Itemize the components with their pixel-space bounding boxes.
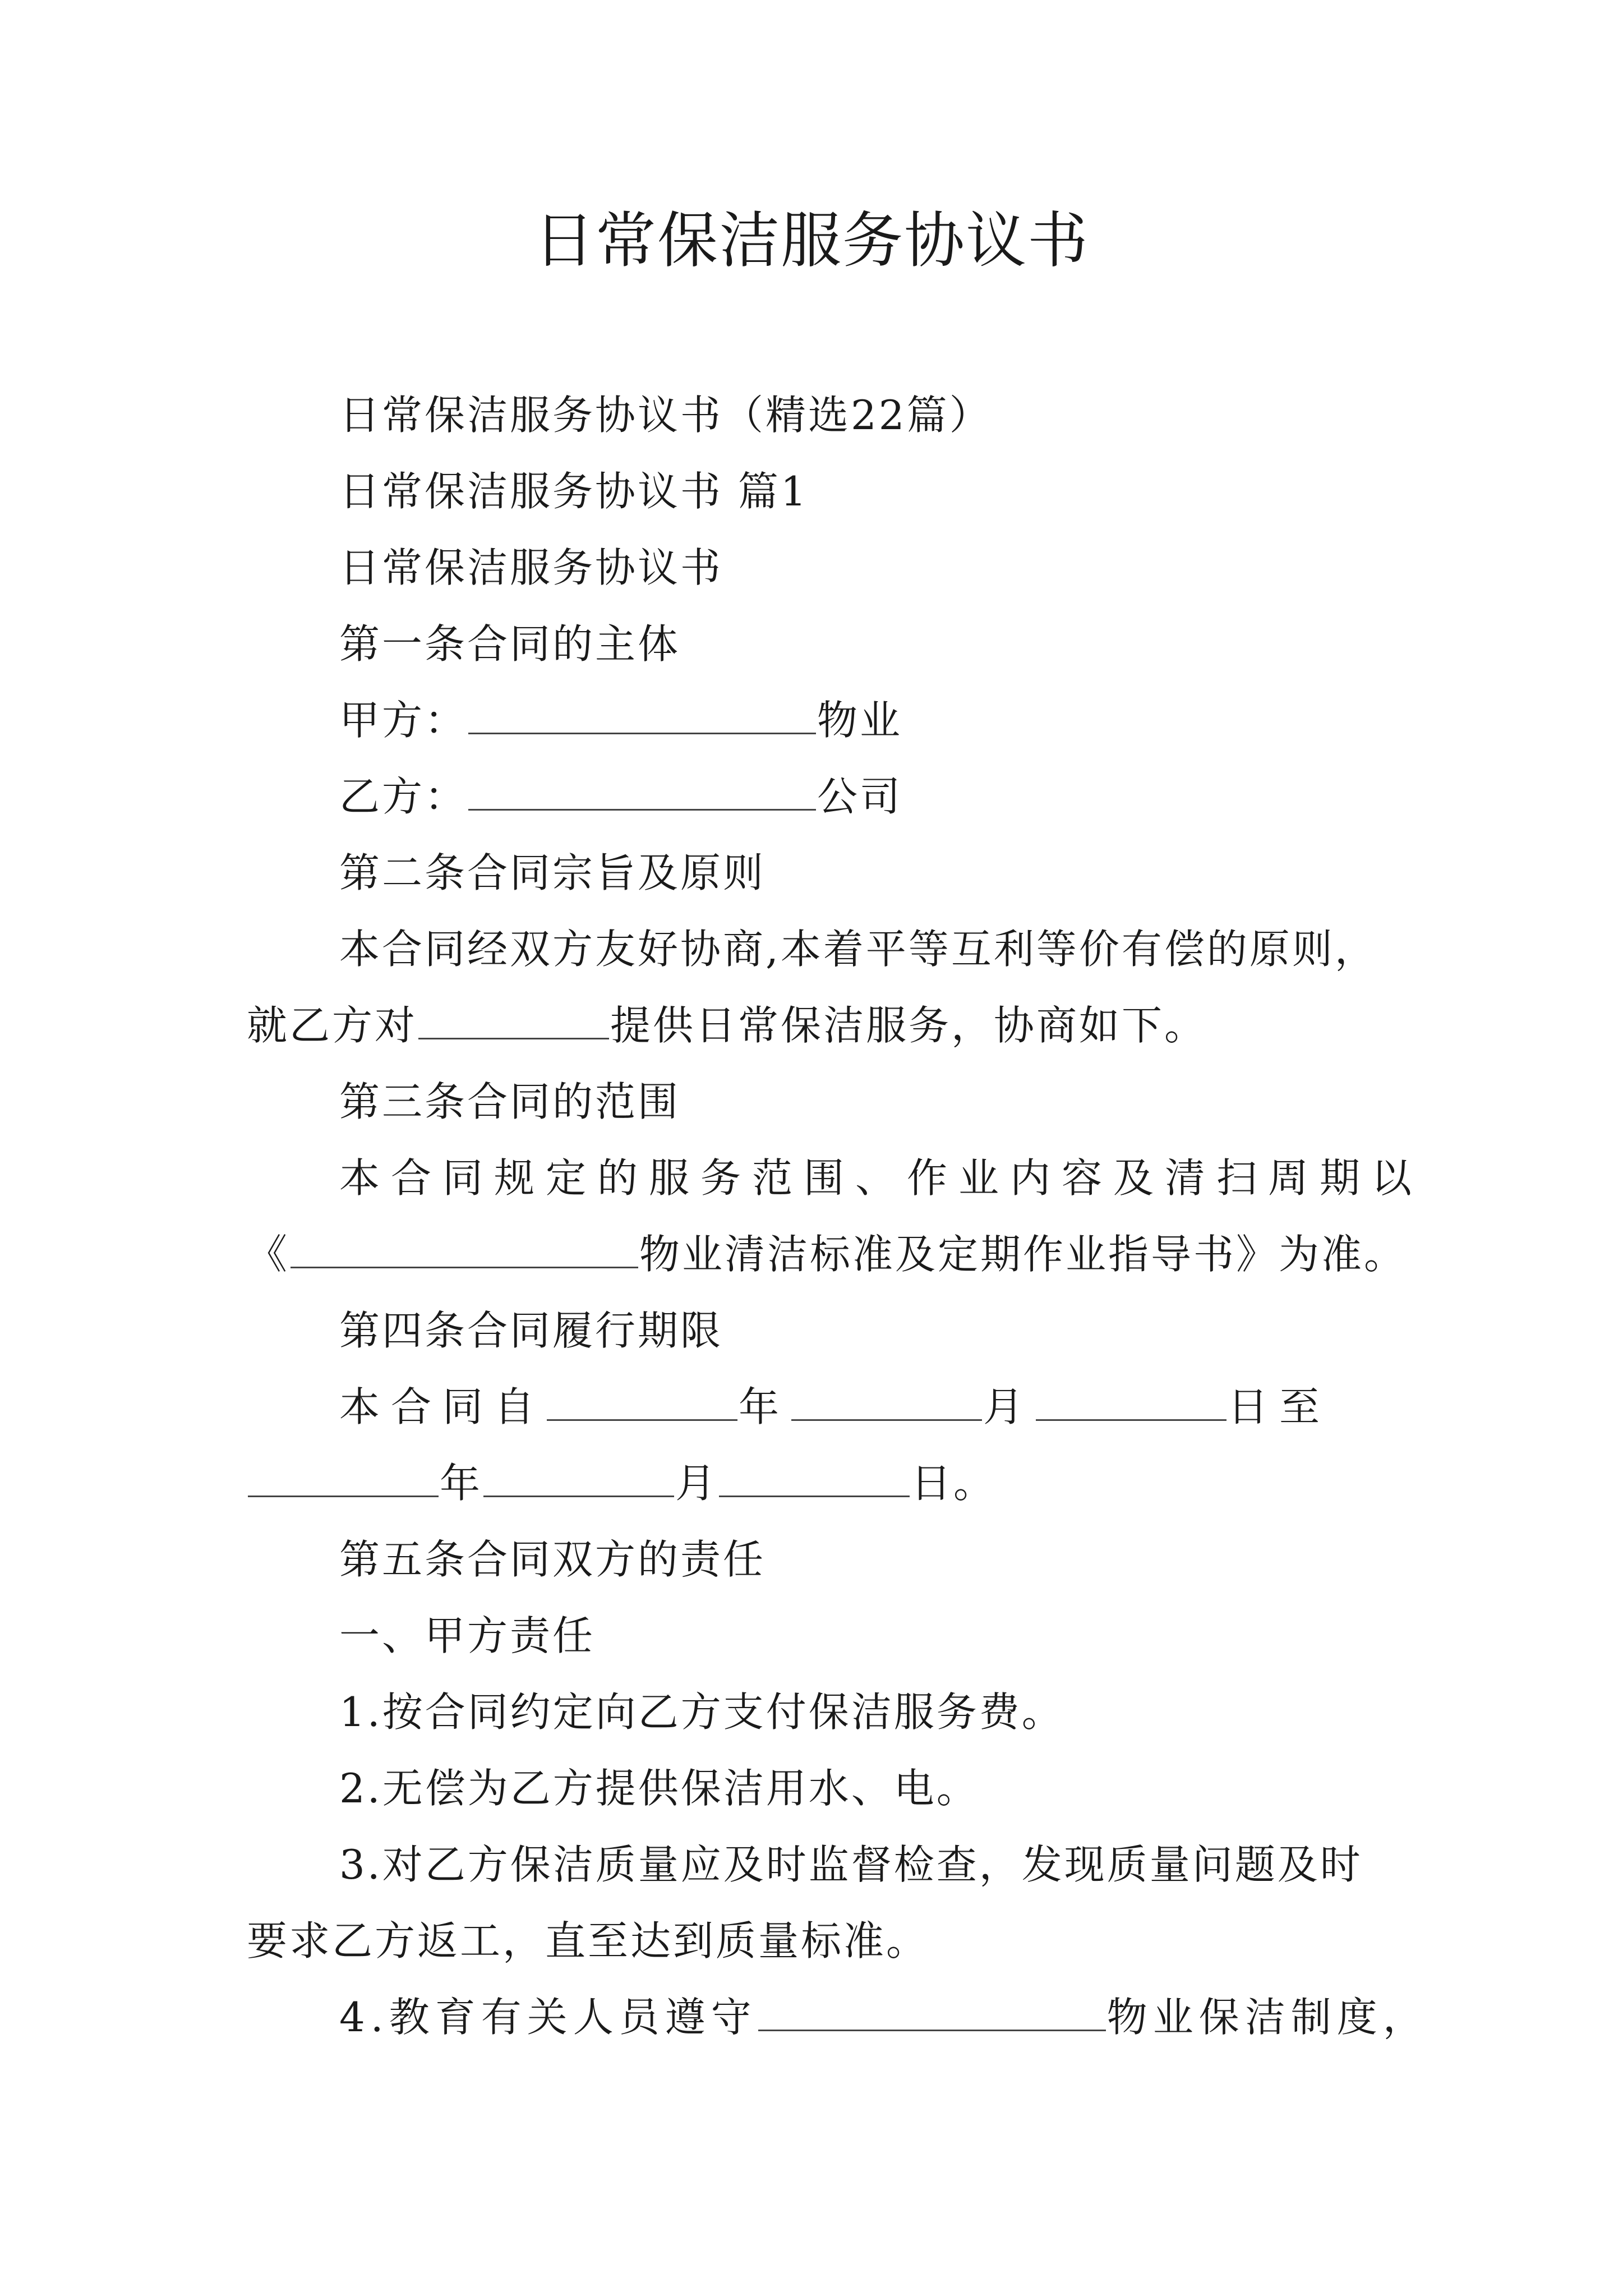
start-day-blank[interactable]: [1036, 1384, 1227, 1421]
subsection-heading: 一、甲方责任: [339, 1612, 596, 1659]
document-title: 日常保洁服务协议书: [533, 206, 1089, 276]
party-b-suffix: 公司: [817, 773, 903, 820]
text-segment: 就乙方对: [247, 1002, 418, 1049]
list-item-continuation: 要求乙方返工，直至达到质量标准。: [247, 1917, 929, 1964]
text-segment: 月: [983, 1383, 1035, 1430]
text-segment: 年: [739, 1383, 791, 1430]
clause-heading: 第五条合同双方的责任: [339, 1536, 766, 1583]
clause-heading: 第二条合同宗旨及原则: [339, 849, 766, 896]
paragraph-line: [247, 1226, 1407, 1282]
section-heading: 日常保洁服务协议书 篇1: [339, 468, 809, 515]
party-b-label: 乙方：: [339, 773, 468, 820]
clause-heading: 第三条合同的范围: [339, 1078, 681, 1125]
standard-name-blank[interactable]: [291, 1232, 638, 1268]
party-a-suffix: 物业: [817, 697, 903, 744]
end-year-blank[interactable]: [248, 1461, 439, 1497]
text-segment: 本合同自: [339, 1383, 546, 1430]
rules-name-blank[interactable]: [758, 1995, 1106, 2031]
party-b-blank[interactable]: [468, 774, 816, 811]
doc-subtitle: 日常保洁服务协议书（精选22篇）: [339, 392, 992, 439]
text-segment: 年: [440, 1460, 483, 1507]
list-item: 1.按合同约定向乙方支付保洁服务费。: [339, 1688, 1064, 1736]
end-day-blank[interactable]: [719, 1461, 910, 1497]
text-segment: 4.教育有关人员遵守: [339, 1994, 757, 2041]
text-segment: 月: [675, 1460, 718, 1507]
text-segment: 提供日常保洁服务，协商如下。: [610, 1002, 1207, 1049]
text-segment: 物业清洁标准及定期作业指导书》为准。: [639, 1231, 1407, 1278]
term-end-line: [247, 1455, 996, 1511]
paragraph-line: 日常保洁服务协议书: [339, 544, 723, 591]
start-year-blank[interactable]: [547, 1384, 737, 1421]
party-a-line: [339, 692, 902, 748]
clause-heading: 第一条合同的主体: [339, 620, 681, 668]
paragraph-line: 本合同经双方友好协商,本着平等互利等价有偿的原则，: [339, 926, 1377, 973]
list-item: 3.对乙方保洁质量应及时监督检查，发现质量问题及时: [339, 1841, 1363, 1888]
text-segment: 日。: [911, 1460, 997, 1507]
paragraph-line: 本合同规定的服务范围、作业内容及清扫周期以: [339, 1154, 1423, 1202]
text-segment: 物业保洁制度，: [1106, 1994, 1429, 2041]
party-a-blank[interactable]: [468, 698, 816, 734]
list-item: [339, 1989, 1429, 2045]
service-target-blank[interactable]: [418, 1003, 609, 1039]
text-segment: 《: [247, 1231, 290, 1278]
paragraph-line: [247, 997, 1207, 1053]
list-item: 2.无偿为乙方提供保洁用水、电。: [339, 1765, 979, 1812]
text-segment: 日至: [1228, 1383, 1331, 1430]
party-b-line: [339, 769, 902, 825]
party-a-label: 甲方：: [339, 697, 468, 744]
start-month-blank[interactable]: [791, 1384, 982, 1421]
term-start-line: [339, 1379, 1331, 1435]
clause-heading: 第四条合同履行期限: [339, 1307, 723, 1354]
end-month-blank[interactable]: [483, 1461, 674, 1497]
